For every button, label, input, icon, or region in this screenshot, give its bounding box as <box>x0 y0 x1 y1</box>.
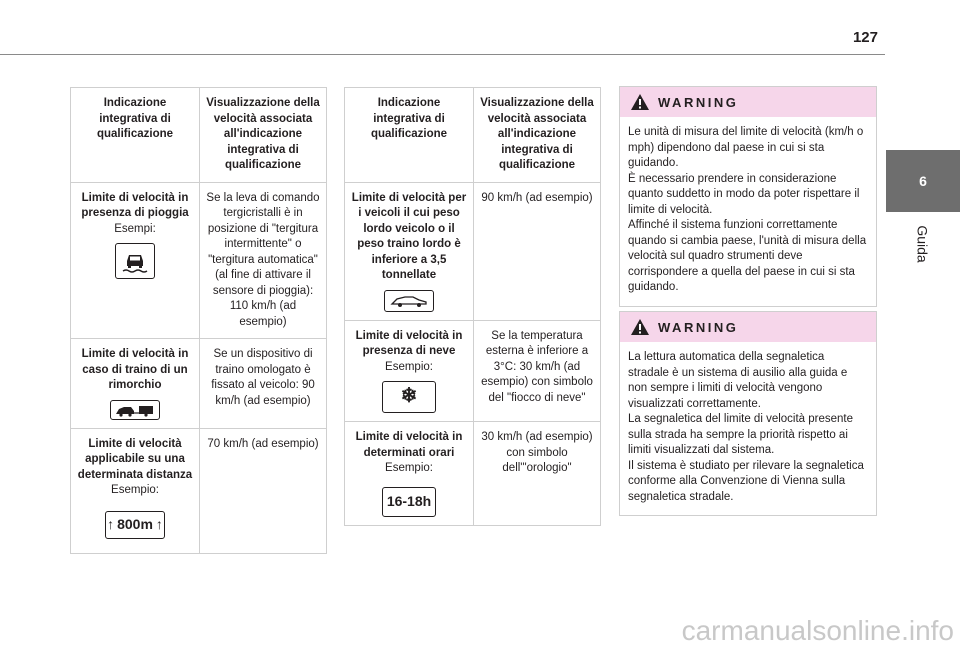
warning-triangle-icon <box>630 318 650 336</box>
watermark: carmanualsonline.info <box>681 615 954 646</box>
row-sub: Esempi: <box>114 222 156 235</box>
page-number: 127 <box>852 29 878 46</box>
row-title: Limite di velocità per i veicoli il cui peso lordo veicolo o il peso traino lordo è inferiore a 3,5 tonnellate <box>351 191 467 281</box>
row-qualifier <box>345 320 474 422</box>
warning-title: WARNING <box>658 319 739 335</box>
left-header-indication: Indicazione integrativa di qualificazione <box>71 88 200 183</box>
section-label-text: Guida <box>914 225 931 263</box>
trailer-sign-icon <box>110 400 160 420</box>
row-value: Se un dispositivo di traino omologato è fissato al veicolo: 90 km/h (ad esempio) <box>200 339 327 429</box>
clock-time-sign-icon <box>382 487 436 517</box>
section-tab: 6 <box>886 150 960 212</box>
time-sign-text: 16-18h <box>386 492 432 509</box>
right-header-display: Visualizzazione della velocità associata all'indicazione integrativa di qualificazione <box>474 88 601 183</box>
car-weight-sign-icon <box>384 290 434 312</box>
row-title: Limite di velocità applicabile su una determinata distanza <box>77 437 193 481</box>
row-sub: Esempio: <box>385 360 433 373</box>
snowflake-sign-icon: ❄ <box>382 381 436 413</box>
section-label <box>886 214 960 274</box>
arrow-up-icon: ↑ <box>107 515 115 532</box>
warning-text: La lettura automatica della segnaletica stradale è un sistema di ausilio alla guida e non sempre i limiti di velocità vengono visualizzati correttamente. La segnaletica del limite di velocità presente sulla strada ha sempre la priorità rispetto ai limiti visualizzati dal sistema. Il sistema è studiato per rilevare la segnaletica conforme alla Convenzione di Vienna sulla segnaletica stradale. <box>628 351 864 503</box>
table-row <box>71 182 327 339</box>
left-info-table <box>70 87 327 554</box>
warning-title: WARNING <box>658 94 739 110</box>
row-value: 30 km/h (ad esempio) con simbolo dell'"orologio" <box>474 422 601 526</box>
row-title: Limite di velocità in presenza di pioggia <box>81 191 189 219</box>
right-info-table <box>344 87 601 526</box>
row-sub: Esempio: <box>111 484 159 496</box>
right-header-indication: Indicazione integrativa di qualificazione <box>345 88 474 183</box>
warning-header <box>620 312 876 342</box>
distance-sign-icon <box>105 511 165 539</box>
row-qualifier <box>345 182 474 320</box>
row-value: Se la temperatura esterna è inferiore a 3°C: 30 km/h (ad esempio) con simbolo del "fiocco di neve" <box>474 320 601 422</box>
row-qualifier <box>71 339 200 429</box>
warning-header <box>620 87 876 117</box>
left-header-display: Visualizzazione della velocità associata all'indicazione integrativa di qualificazione <box>200 88 327 183</box>
row-title: Limite di velocità in caso di traino di un rimorchio <box>81 348 189 391</box>
row-title: Limite di velocità in presenza di neve <box>355 329 463 357</box>
row-qualifier <box>71 182 200 339</box>
row-title: Limite di velocità in determinati orari <box>355 431 463 459</box>
row-qualifier <box>345 422 474 526</box>
header-rule <box>0 54 885 55</box>
row-qualifier <box>71 428 200 553</box>
table-row <box>345 182 601 320</box>
warning-triangle-icon <box>630 93 650 111</box>
table-row <box>345 422 601 526</box>
distance-sign-text: 800m <box>117 515 153 532</box>
table-row <box>71 428 327 553</box>
row-sub: Esempio: <box>385 462 433 474</box>
table-row <box>71 339 327 429</box>
warning-box-units <box>619 86 877 307</box>
warning-text: Le unità di misura del limite di velocità (km/h o mph) dipendono dal paese in cui si sta guidando. È necessario prendere in considerazione quanto suddetto in modo da poter rispettare il limite di velocità. Affinché il sistema funzioni correttamente quando si cambia paese, l'unità di misura della velocità sul quadro strumenti deve corrispondere a quella del paese in cui si sta guidando. <box>628 126 867 293</box>
row-value: Se la leva di comando tergicristalli è in posizione di "tergitura intermittente" o "tergitura automatica" (al fine di attivare il sensore di pioggia): 110 km/h (ad esempio) <box>200 182 327 339</box>
rain-road-sign-icon <box>115 243 155 279</box>
arrow-up-icon: ↑ <box>155 515 163 532</box>
warning-box-recognition <box>619 311 877 516</box>
table-row <box>345 320 601 422</box>
row-value: 70 km/h (ad esempio) <box>200 428 327 553</box>
row-value: 90 km/h (ad esempio) <box>474 182 601 320</box>
